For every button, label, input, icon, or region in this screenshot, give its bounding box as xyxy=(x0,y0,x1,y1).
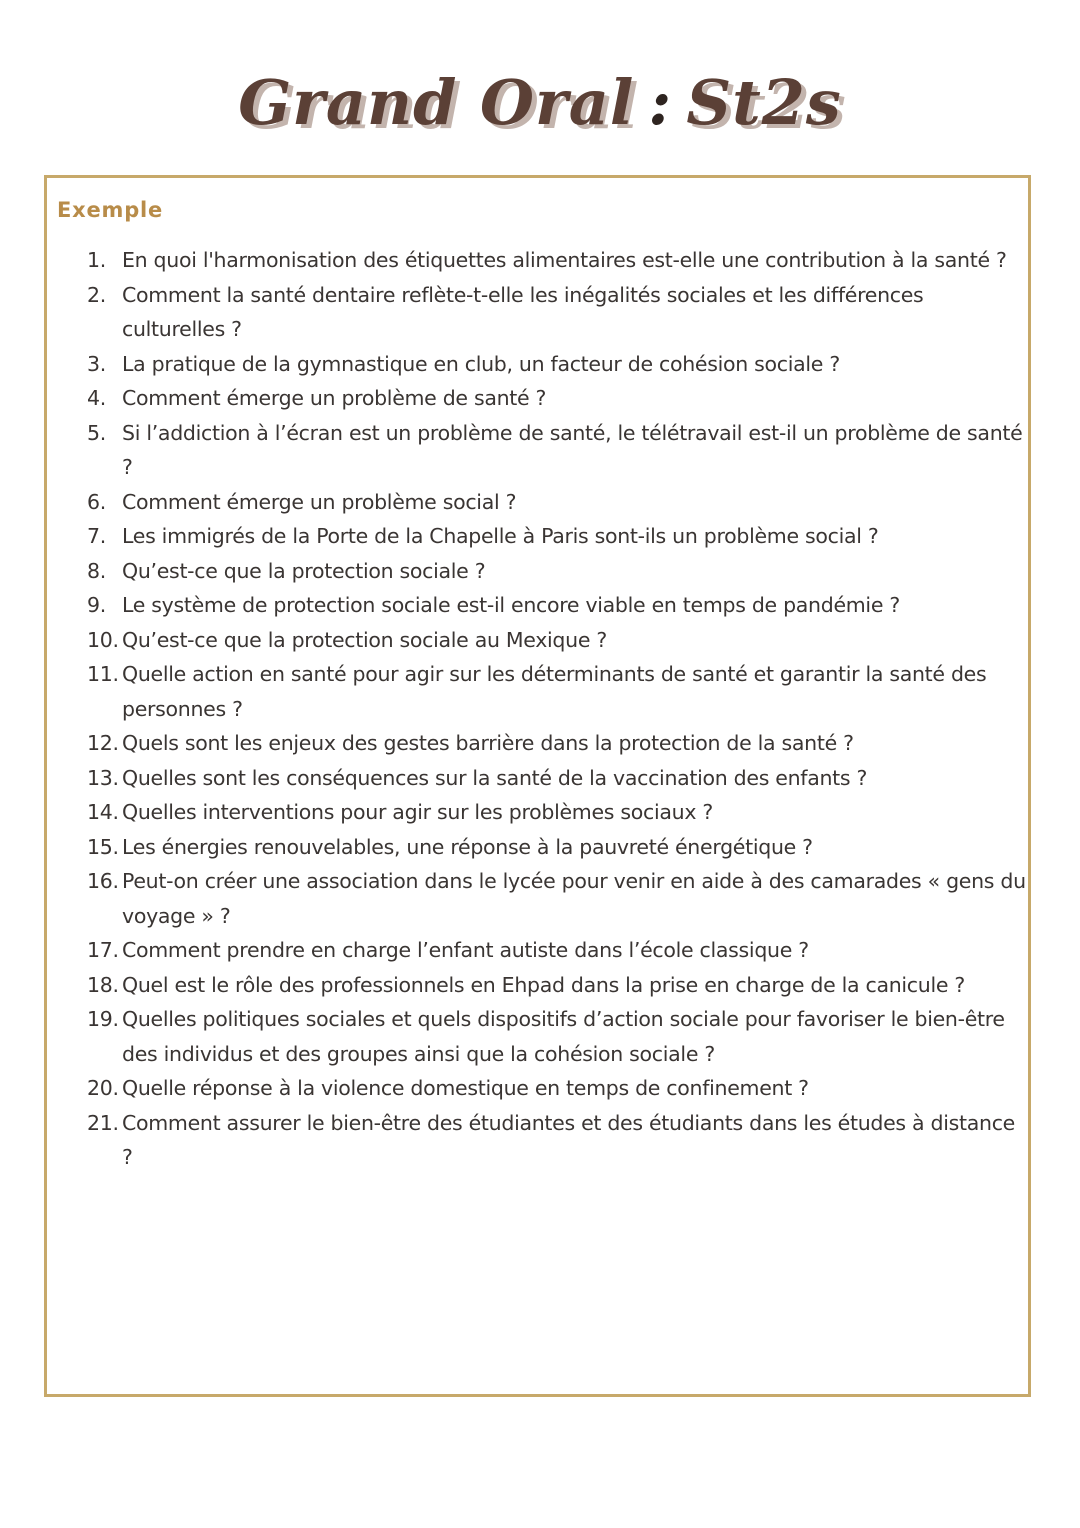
question-text: Les énergies renouvelables, une réponse à la pauvreté énergétique ? xyxy=(122,834,813,859)
question-text: Comment la santé dentaire reflète-t-elle les inégalités sociales et les différences culturelles ? xyxy=(122,282,924,341)
question-text: Comment assurer le bien-être des étudiantes et des étudiants dans les études à distance ? xyxy=(122,1110,1015,1169)
question-item xyxy=(87,347,1027,382)
question-number: 13. xyxy=(87,765,119,790)
question-number: 9. xyxy=(87,593,106,617)
question-item xyxy=(87,1071,1027,1106)
question-number: 21. xyxy=(87,1110,119,1135)
question-text: Quels sont les enjeux des gestes barrière dans la protection de la santé ? xyxy=(122,731,854,755)
question-item xyxy=(87,657,1027,726)
question-number: 1. xyxy=(87,248,106,272)
question-number: 20. xyxy=(87,1076,119,1100)
question-item xyxy=(87,761,1027,796)
question-text: Les immigrés de la Porte de la Chapelle à Paris sont-ils un problème social ? xyxy=(122,524,879,548)
question-number: 10. xyxy=(87,627,119,652)
question-item xyxy=(87,485,1027,520)
question-item xyxy=(87,381,1027,416)
question-text: Qu’est-ce que la protection sociale au Mexique ? xyxy=(122,627,607,652)
question-text: Quel est le rôle des professionnels en Ehpad dans la prise en charge de la canicule ? xyxy=(122,972,965,997)
question-text: Si l’addiction à l’écran est un problème de santé, le télétravail est-il un problème de santé ? xyxy=(122,420,1023,479)
question-item xyxy=(87,278,1027,347)
question-text: La pratique de la gymnastique en club, un facteur de cohésion sociale ? xyxy=(122,351,840,376)
question-number: 3. xyxy=(87,351,106,376)
question-number: 7. xyxy=(87,524,106,548)
question-number: 18. xyxy=(87,972,119,997)
question-item xyxy=(87,830,1027,865)
question-number: 5. xyxy=(87,420,106,445)
question-text: Comment émerge un problème de santé ? xyxy=(122,386,547,410)
question-number: 4. xyxy=(87,386,106,410)
question-item xyxy=(87,1002,1027,1071)
question-text: Le système de protection sociale est-il encore viable en temps de pandémie ? xyxy=(122,593,900,617)
page-title-colon: : xyxy=(648,66,673,139)
questions-frame xyxy=(44,175,1031,1397)
page-title-main: Grand Oral xyxy=(238,66,635,139)
question-number: 12. xyxy=(87,731,119,755)
question-item xyxy=(87,864,1027,933)
question-number: 14. xyxy=(87,800,119,824)
question-number: 17. xyxy=(87,938,119,962)
question-number: 16. xyxy=(87,869,119,893)
question-item xyxy=(87,623,1027,658)
page-title-subject: St2s xyxy=(686,66,842,139)
question-item xyxy=(87,795,1027,830)
question-number: 15. xyxy=(87,834,119,859)
question-item xyxy=(87,1106,1027,1175)
question-text: Quelles interventions pour agir sur les problèmes sociaux ? xyxy=(122,800,713,824)
question-text: Quelle action en santé pour agir sur les déterminants de santé et garantir la santé des personnes ? xyxy=(122,662,987,721)
question-text: En quoi l'harmonisation des étiquettes alimentaires est-elle une contribution à la santé ? xyxy=(122,248,1007,272)
question-number: 11. xyxy=(87,662,119,686)
question-text: Quelles sont les conséquences sur la santé de la vaccination des enfants ? xyxy=(122,765,868,790)
question-text: Comment prendre en charge l’enfant autiste dans l’école classique ? xyxy=(122,938,809,962)
question-item xyxy=(87,588,1027,623)
question-text: Peut-on créer une association dans le lycée pour venir en aide à des camarades « gens du voyage » ? xyxy=(122,869,1026,928)
question-item xyxy=(87,726,1027,761)
question-number: 2. xyxy=(87,282,106,307)
question-item xyxy=(87,554,1027,589)
question-item xyxy=(87,416,1027,485)
section-label: Exemple xyxy=(57,198,164,222)
question-text: Qu’est-ce que la protection sociale ? xyxy=(122,558,486,583)
question-list xyxy=(87,243,1027,1175)
question-number: 8. xyxy=(87,558,106,583)
question-item xyxy=(87,933,1027,968)
question-item xyxy=(87,968,1027,1003)
question-item xyxy=(87,243,1027,278)
page-title xyxy=(0,58,1080,148)
question-text: Quelles politiques sociales et quels dispositifs d’action sociale pour favoriser le bien-être des individus et des groupes ainsi que la cohésion sociale ? xyxy=(122,1007,1005,1066)
question-number: 6. xyxy=(87,489,106,514)
question-item xyxy=(87,519,1027,554)
question-text: Quelle réponse à la violence domestique en temps de confinement ? xyxy=(122,1076,809,1100)
question-number: 19. xyxy=(87,1007,119,1031)
question-text: Comment émerge un problème social ? xyxy=(122,489,517,514)
